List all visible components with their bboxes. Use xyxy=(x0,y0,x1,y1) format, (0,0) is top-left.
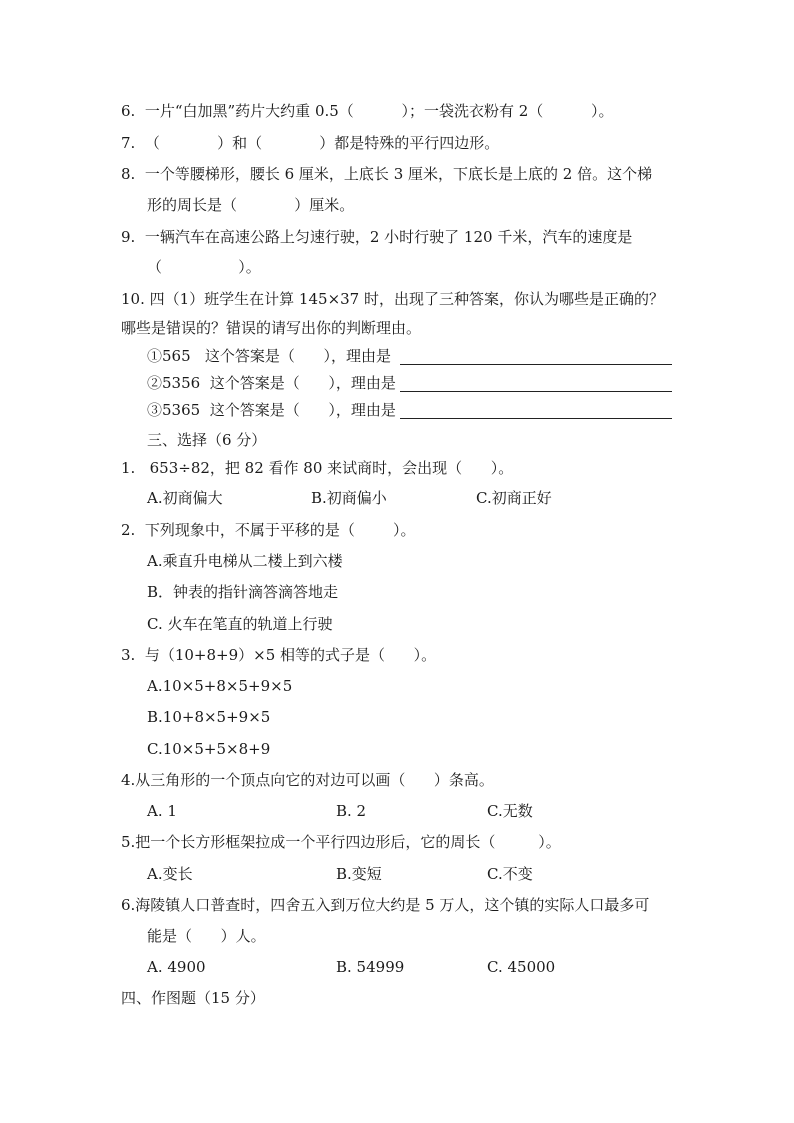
fill-q9-line1: 9. 一辆汽车在高速公路上匀速行驶，2 小时行驶了 120 千米，汽车的速度是 xyxy=(121,228,633,246)
answer-blank-line xyxy=(400,391,672,392)
choice-q2-option-b: B．钟表的指针滴答滴答地走 xyxy=(147,583,339,601)
fill-q10-option-1: ①565 这个答案是（ ），理由是 xyxy=(147,347,392,365)
fill-q7: 7. （ ）和（ ）都是特殊的平行四边形。 xyxy=(121,134,500,152)
choice-q1-option-a: A.初商偏大 xyxy=(147,489,223,507)
choice-q4-stem: 4.从三角形的一个顶点向它的对边可以画（ ）条高。 xyxy=(121,771,494,789)
choice-q6-option-b: B. 54999 xyxy=(336,958,405,976)
fill-q10-option-2: ②5356 这个答案是（ ），理由是 xyxy=(147,374,396,392)
fill-q8-line1: 8. 一个等腰梯形，腰长 6 厘米，上底长 3 厘米，下底长是上底的 2 倍。这个梯 xyxy=(121,165,653,183)
fill-q9-line2: （ ）。 xyxy=(147,258,261,276)
choice-q3-option-a: A.10×5+8×5+9×5 xyxy=(147,677,293,695)
choice-q2-stem: 2. 下列现象中，不属于平移的是（ ）。 xyxy=(121,521,416,539)
choice-q3-stem: 3. 与（10+8+9）×5 相等的式子是（ ）。 xyxy=(121,646,437,664)
choice-q2-option-a: A.乘直升电梯从二楼上到六楼 xyxy=(147,552,343,570)
choice-q5-stem: 5.把一个长方形框架拉成一个平行四边形后，它的周长（ ）。 xyxy=(121,833,561,851)
fill-q8-line2: 形的周长是（ ）厘米。 xyxy=(147,196,355,214)
section3-title: 三、选择（6 分） xyxy=(147,431,267,449)
choice-q3-option-c: C.10×5+5×8+9 xyxy=(147,740,271,758)
choice-q1-option-b: B.初商偏小 xyxy=(311,489,387,507)
choice-q6-option-c: C. 45000 xyxy=(487,958,556,976)
answer-blank-line xyxy=(400,364,672,365)
choice-q3-option-b: B.10+8×5+9×5 xyxy=(147,708,271,726)
choice-q4-option-b: B. 2 xyxy=(336,802,367,820)
choice-q6-line2: 能是（ ）人。 xyxy=(147,927,266,945)
fill-q10-line2: 哪些是错误的？错误的请写出你的判断理由。 xyxy=(121,319,422,337)
choice-q5-option-b: B.变短 xyxy=(336,865,382,883)
choice-q5-option-a: A.变长 xyxy=(147,865,193,883)
answer-blank-line xyxy=(400,418,672,419)
choice-q5-option-c: C.不变 xyxy=(487,865,533,883)
fill-q10-line1: 10. 四（1）班学生在计算 145×37 时，出现了三种答案，你认为哪些是正确的？ xyxy=(121,290,664,308)
fill-q6: 6. 一片“白加黑”药片大约重 0.5（ ）；一袋洗衣粉有 2（ ）。 xyxy=(121,102,614,120)
fill-q10-option-3: ③5365 这个答案是（ ），理由是 xyxy=(147,401,396,419)
choice-q6-option-a: A. 4900 xyxy=(147,958,206,976)
choice-q2-option-c: C. 火车在笔直的轨道上行驶 xyxy=(147,615,333,633)
choice-q6-line1: 6.海陵镇人口普查时，四舍五入到万位大约是 5 万人，这个镇的实际人口最多可 xyxy=(121,896,650,914)
choice-q1-option-c: C.初商正好 xyxy=(476,489,552,507)
section4-title: 四、作图题（15 分） xyxy=(121,989,265,1007)
choice-q4-option-a: A. 1 xyxy=(147,802,177,820)
choice-q1-stem: 1. 653÷82，把 82 看作 80 来试商时，会出现（ ）。 xyxy=(121,459,514,477)
choice-q4-option-c: C.无数 xyxy=(487,802,533,820)
